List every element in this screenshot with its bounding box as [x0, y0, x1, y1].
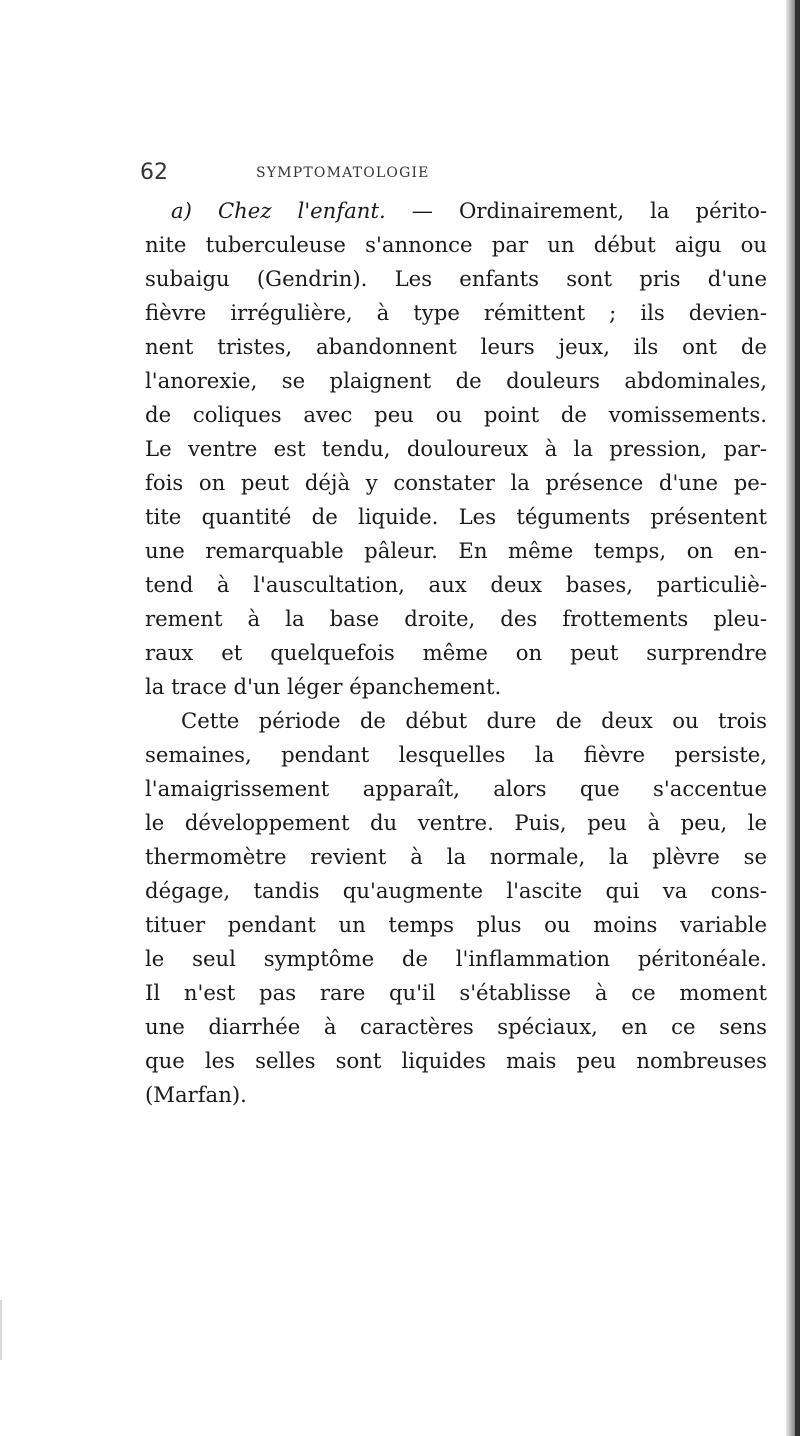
subsection-label: a) Chez l'enfant.: [171, 198, 386, 223]
text-line: (Marfan).: [145, 1082, 247, 1107]
text-line: le développement du ventre. Puis, peu à peu, le: [145, 810, 767, 835]
text-line: dégage, tandis qu'augmente l'ascite qui va cons-: [145, 878, 767, 903]
text-line: Cette période de début dure de deux ou trois: [181, 708, 767, 733]
page-number: 62: [140, 160, 168, 185]
text-line: nite tuberculeuse s'annonce par un début aigu ou: [145, 232, 767, 257]
text-line: tite quantité de liquide. Les téguments présentent: [145, 504, 767, 529]
text-line: semaines, pendant lesquelles la fièvre persiste,: [145, 742, 767, 767]
text-line: fois on peut déjà y constater la présence d'une pe-: [145, 470, 767, 495]
paragraph-1: [145, 194, 767, 704]
text-line: l'amaigrissement apparaît, alors que s'accentue: [145, 776, 767, 801]
page-edge-binding: [795, 0, 800, 1436]
page-header: [0, 160, 800, 190]
text-line: de coliques avec peu ou point de vomissements.: [145, 402, 767, 427]
text-line: tend à l'auscultation, aux deux bases, particuliè-: [145, 572, 767, 597]
text-line: raux et quelquefois même on peut surprendre: [145, 640, 767, 665]
left-margin-mark: [0, 1300, 2, 1360]
text-line: thermomètre revient à la normale, la plèvre se: [145, 844, 767, 869]
body-text: [145, 194, 767, 1112]
text-line: que les selles sont liquides mais peu nombreuses: [145, 1048, 767, 1073]
running-head: SYMPTOMATOLOGIE: [256, 165, 430, 181]
text-line: rement à la base droite, des frottements pleu-: [145, 606, 767, 631]
text-line: le seul symptôme de l'inflammation péritonéale.: [145, 946, 767, 971]
text-line: Il n'est pas rare qu'il s'établisse à ce moment: [145, 980, 767, 1005]
text-line: tituer pendant un temps plus ou moins variable: [145, 912, 767, 937]
text-line: une diarrhée à caractères spéciaux, en ce sens: [145, 1014, 767, 1039]
text-line: une remarquable pâleur. En même temps, on en-: [145, 538, 767, 563]
text-line: subaigu (Gendrin). Les enfants sont pris d'une: [145, 266, 767, 291]
text-line: a) Chez l'enfant. — Ordinairement, la périto-: [171, 198, 767, 223]
text-line: nent tristes, abandonnent leurs jeux, ils ont de: [145, 334, 767, 359]
text-line: l'anorexie, se plaignent de douleurs abdominales,: [145, 368, 767, 393]
paragraph-2: [145, 704, 767, 1112]
text-line: fièvre irrégulière, à type rémittent ; ils devien-: [145, 300, 767, 325]
text-line: Le ventre est tendu, douloureux à la pression, par-: [145, 436, 767, 461]
text-line: la trace d'un léger épanchement.: [145, 674, 502, 699]
